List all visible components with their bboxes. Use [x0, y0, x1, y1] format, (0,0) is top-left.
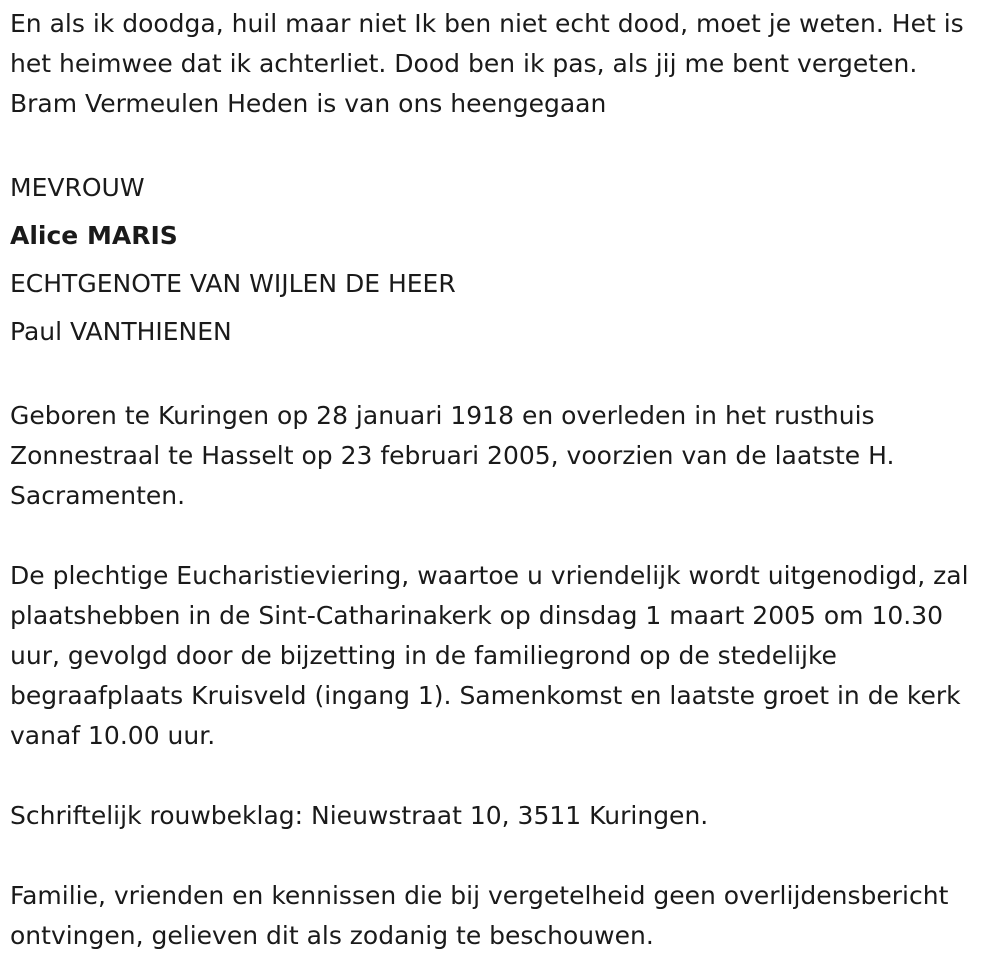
- intro-poem: En als ik doodga, huil maar niet Ik ben niet echt dood, moet je weten. Het is het heimwee dat ik achterliet. Dood ben ik pas, als jij me bent vergeten. Bram Vermeulen Heden is van ons heengegaan: [10, 9, 964, 118]
- deceased-block: [10, 164, 990, 356]
- birth-death-paragraph: Geboren te Kuringen op 28 januari 1918 en overleden in het rusthuis Zonnestraal te Hasselt op 23 februari 2005, voorzien van de laatste H. Sacramenten.: [10, 401, 895, 510]
- title-label: MEVROUW: [10, 173, 145, 202]
- deceased-name: Alice MARIS: [10, 221, 178, 250]
- spouse-line: ECHTGENOTE VAN WIJLEN DE HEER: [10, 269, 456, 298]
- ceremony-paragraph: De plechtige Eucharistieviering, waartoe u vriendelijk wordt uitgenodigd, zal plaatshebben in de Sint-Catharinakerk op dinsdag 1 maart 2005 om 10.30 uur, gevolgd door de bijzetting in de familiegrond op de stedelijke begraafplaats Kruisveld (ingang 1). Samenkomst en laatste groet in de kerk vanaf 10.00 uur.: [10, 561, 969, 750]
- spouse-name: Paul VANTHIENEN: [10, 317, 232, 346]
- condolence-paragraph: Schriftelijk rouwbeklag: Nieuwstraat 10, 3511 Kuringen.: [10, 801, 709, 830]
- closing-paragraph: Familie, vrienden en kennissen die bij vergetelheid geen overlijdensbericht ontvingen, gelieven dit als zodanig te beschouwen.: [10, 881, 949, 950]
